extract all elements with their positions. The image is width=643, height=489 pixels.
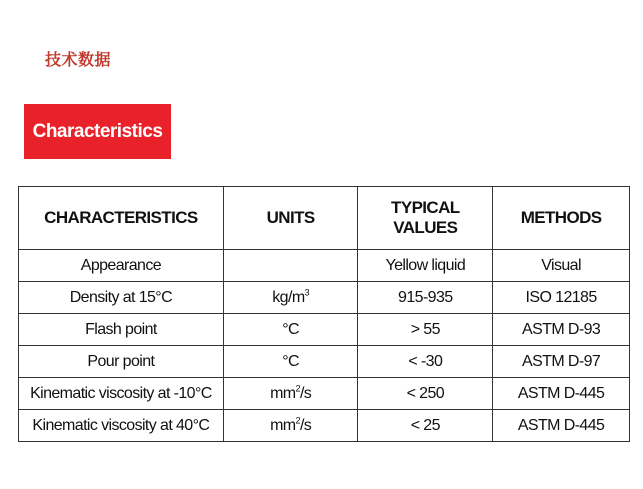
table-header-row [19, 187, 630, 250]
characteristic-cell: Flash point [19, 314, 224, 346]
value-cell: < 25 [358, 410, 493, 442]
value-cell: < 250 [358, 378, 493, 410]
header-typical-values: TYPICAL VALUES [358, 187, 493, 250]
table-row [19, 314, 630, 346]
characteristic-cell: Density at 15°C [19, 282, 224, 314]
method-cell: ASTM D-93 [493, 314, 630, 346]
value-cell: < -30 [358, 346, 493, 378]
table-row [19, 378, 630, 410]
characteristic-cell: Pour point [19, 346, 224, 378]
method-cell: ASTM D-445 [493, 378, 630, 410]
method-cell: ASTM D-445 [493, 410, 630, 442]
header-methods: METHODS [493, 187, 630, 250]
table-row [19, 282, 630, 314]
characteristics-banner [24, 104, 171, 159]
banner-label: Characteristics [32, 120, 163, 142]
section-title: 技术数据 [45, 50, 112, 69]
method-cell: Visual [493, 250, 630, 282]
unit-cell: $kg/m^3$ [223, 282, 358, 314]
unit-cell: $mm^2/s$ [223, 410, 358, 442]
characteristic-cell: Kinematic viscosity at 40°C [19, 410, 224, 442]
method-cell: ASTM D-97 [493, 346, 630, 378]
header-units: UNITS [223, 187, 358, 250]
value-cell: 915-935 [358, 282, 493, 314]
value-cell: Yellow liquid [358, 250, 493, 282]
characteristic-cell: Kinematic viscosity at -10°C [19, 378, 224, 410]
unit-cell [223, 250, 358, 282]
table-row [19, 410, 630, 442]
technical-data-table [18, 186, 630, 442]
unit-cell: °C [223, 346, 358, 378]
method-cell: ISO 12185 [493, 282, 630, 314]
header-characteristics: CHARACTERISTICS [19, 187, 224, 250]
table-row [19, 250, 630, 282]
characteristic-cell: Appearance [19, 250, 224, 282]
unit-cell: °C [223, 314, 358, 346]
value-cell: > 55 [358, 314, 493, 346]
unit-cell: $mm^2/s$ [223, 378, 358, 410]
table-row [19, 346, 630, 378]
